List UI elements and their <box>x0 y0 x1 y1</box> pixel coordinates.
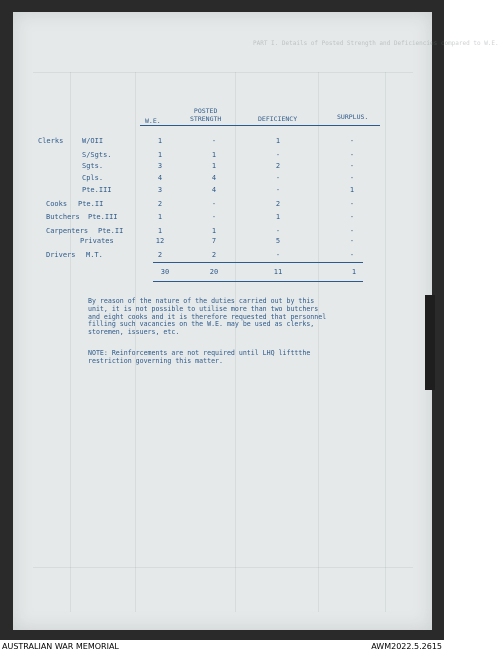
archive-reference: AWM2022.5.2615 <box>371 642 442 651</box>
cell-we: 1 <box>157 213 163 221</box>
cell-we: 1 <box>157 137 163 145</box>
cell-posted: - <box>211 200 217 208</box>
justification-paragraph: By reason of the nature of the duties carried out by this unit, it is not possible to utilise more than two butchers and eight cooks and it is therefore requested that personnel filling such vacancies on the W.E. may be used as clerks, storemen, issuers, etc. <box>88 297 327 337</box>
header-posted-strength: POSTED STRENGTH <box>190 107 222 123</box>
cell-deficiency: 1 <box>275 137 281 145</box>
row-group-label: Drivers <box>46 251 76 259</box>
cell-we: 2 <box>157 251 163 259</box>
row-group-label: Butchers <box>46 213 80 221</box>
cell-we: 12 <box>155 237 165 245</box>
total-we: 30 <box>160 268 170 276</box>
row-rank-label: Privates <box>80 237 114 245</box>
row-rank-label: W/OII <box>82 137 104 145</box>
row-group-label: Clerks <box>38 137 64 145</box>
cell-we: 3 <box>157 186 163 194</box>
cell-we: 1 <box>157 151 163 159</box>
cell-surplus: - <box>349 200 355 208</box>
totals-rule-top <box>153 262 363 263</box>
cell-deficiency: - <box>275 227 281 235</box>
cell-posted: - <box>211 213 217 221</box>
cell-surplus: - <box>349 251 355 259</box>
row-rank-label: Pte.III <box>88 213 118 221</box>
cell-deficiency: - <box>275 186 281 194</box>
row-rank-label: Pte.III <box>82 186 112 194</box>
total-surplus: 1 <box>351 268 357 276</box>
cell-surplus: - <box>349 151 355 159</box>
cell-posted: - <box>211 137 217 145</box>
total-deficiency: 11 <box>273 268 283 276</box>
cell-surplus: - <box>349 174 355 182</box>
cell-we: 1 <box>157 227 163 235</box>
cell-surplus: - <box>349 137 355 145</box>
cell-deficiency: - <box>275 151 281 159</box>
cell-surplus: - <box>349 213 355 221</box>
row-group-label: Cooks <box>46 200 68 208</box>
cell-we: 3 <box>157 162 163 170</box>
cell-posted: 1 <box>211 151 217 159</box>
row-rank-label: Pte.II <box>98 227 124 235</box>
row-rank-label: S/Sgts. <box>82 151 112 159</box>
cell-posted: 7 <box>211 237 217 245</box>
archive-credit: AUSTRALIAN WAR MEMORIAL <box>2 642 119 651</box>
cell-deficiency: 1 <box>275 213 281 221</box>
header-we: W.E. <box>145 117 161 125</box>
cell-surplus: - <box>349 227 355 235</box>
cell-posted: 4 <box>211 174 217 182</box>
cell-deficiency: 5 <box>275 237 281 245</box>
row-rank-label: Pte.II <box>78 200 104 208</box>
cell-posted: 4 <box>211 186 217 194</box>
cell-deficiency: 2 <box>275 162 281 170</box>
row-rank-label: Cpls. <box>82 174 104 182</box>
row-rank-label: M.T. <box>86 251 103 259</box>
bleed-through-heading: PART I. Details of Posted Strength and Deficiencies compared to W.E. <box>253 40 499 47</box>
totals-rule-bottom <box>153 281 363 282</box>
cell-posted: 2 <box>211 251 217 259</box>
cell-we: 2 <box>157 200 163 208</box>
cell-deficiency: - <box>275 251 281 259</box>
cell-posted: 1 <box>211 162 217 170</box>
cell-surplus: 1 <box>349 186 355 194</box>
page-edge-notch <box>425 295 435 390</box>
cell-deficiency: - <box>275 174 281 182</box>
note-paragraph: NOTE: Reinforcements are not required until LHQ lifttthe restriction governing this matter. <box>88 349 311 365</box>
row-rank-label: Sgts. <box>82 162 104 170</box>
header-rule <box>140 125 380 126</box>
cell-we: 4 <box>157 174 163 182</box>
cell-surplus: - <box>349 162 355 170</box>
total-posted: 20 <box>209 268 219 276</box>
cell-deficiency: 2 <box>275 200 281 208</box>
header-deficiency: DEFICIENCY <box>258 115 298 123</box>
row-group-label: Carpenters <box>46 227 89 235</box>
cell-surplus: - <box>349 237 355 245</box>
cell-posted: 1 <box>211 227 217 235</box>
header-surplus: SURPLUS. <box>337 113 369 121</box>
archive-footer <box>0 640 444 653</box>
